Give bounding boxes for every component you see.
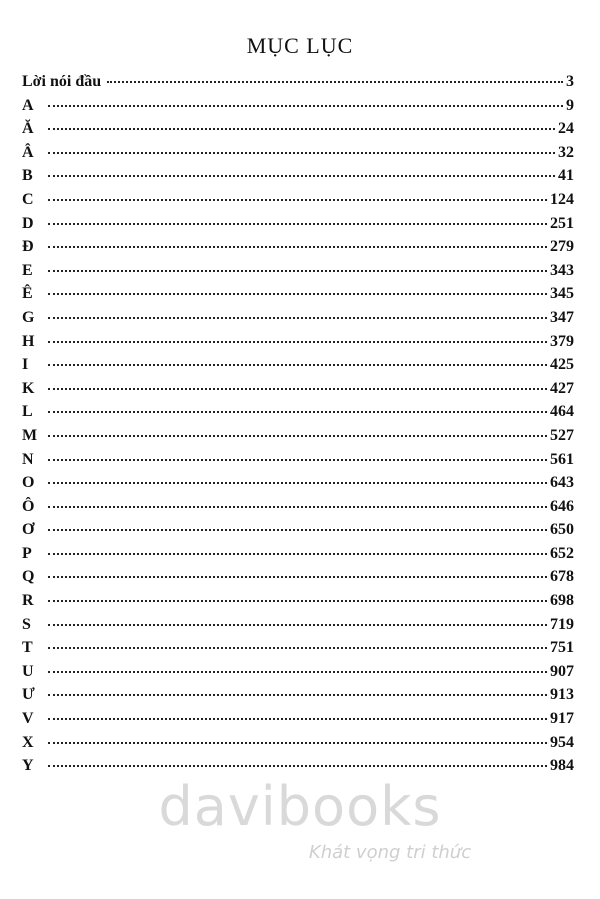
toc-entry-label: Ă [22,120,34,138]
dot-leader [48,600,547,602]
toc-entry-label: N [22,450,34,468]
toc-entry-page-number: 24 [558,120,574,138]
toc-entry-page-number: 751 [550,639,574,657]
dot-leader [48,459,547,461]
dot-leader [48,317,547,319]
toc-entry[interactable] [22,757,574,781]
toc-entry-page-number: 917 [550,710,574,728]
dot-leader [48,647,547,649]
toc-entry-label: Đ [22,238,34,256]
toc-entry[interactable] [22,521,574,545]
toc-entry-page-number: 343 [550,261,574,279]
toc-entry-label: G [22,308,35,326]
dot-leader [48,341,547,343]
toc-entry-label: K [22,379,35,397]
toc-entry-label: V [22,710,34,728]
toc-entry-page-number: 464 [550,403,574,421]
watermark-slogan: Khát vọng tri thức [308,842,472,863]
dot-leader [48,246,547,248]
toc-entry[interactable] [22,309,574,333]
toc-entry-page-number: 9 [566,96,574,114]
toc-entry-label: H [22,332,35,350]
dot-leader [48,435,547,437]
toc-entry[interactable] [22,97,574,121]
dot-leader [48,128,555,130]
toc-entry[interactable] [22,144,574,168]
dot-leader [48,223,547,225]
toc-entry[interactable] [22,568,574,592]
dot-leader [48,694,547,696]
toc-entry[interactable] [22,686,574,710]
toc-entry-label: O [22,474,35,492]
toc-entry-label: Â [22,143,34,161]
toc-entry-label: R [22,592,34,610]
toc-entry-label: U [22,662,34,680]
toc-entry-label: S [22,615,31,633]
dot-leader [48,293,547,295]
toc-entry-page-number: 643 [550,474,574,492]
toc-entry-label: L [22,403,33,421]
toc-entry[interactable] [22,710,574,734]
dot-leader [48,671,547,673]
toc-entry-page-number: 652 [550,544,574,562]
dot-leader [48,411,547,413]
toc-entry[interactable] [22,734,574,758]
toc-entry[interactable] [22,403,574,427]
table-of-contents [22,73,574,781]
toc-entry-page-number: 650 [550,521,574,539]
toc-entry[interactable] [22,427,574,451]
toc-entry-page-number: 32 [558,143,574,161]
dot-leader [48,482,547,484]
dot-leader [48,270,547,272]
dot-leader [107,81,563,83]
toc-entry[interactable] [22,238,574,262]
toc-entry[interactable] [22,333,574,357]
toc-entry-label: T [22,639,33,657]
toc-entry-label: X [22,733,34,751]
toc-entry-page-number: 345 [550,285,574,303]
toc-entry-label: B [22,167,33,185]
dot-leader [48,506,547,508]
toc-entry-page-number: 347 [550,308,574,326]
toc-entry-label: I [22,356,29,374]
dot-leader [48,152,555,154]
toc-entry-label: Ô [22,497,35,515]
toc-entry[interactable] [22,167,574,191]
toc-entry-page-number: 907 [550,662,574,680]
toc-entry-label: Lời nói đầu [22,73,102,90]
toc-entry[interactable] [22,191,574,215]
toc-entry-label: Y [22,757,34,775]
toc-entry-page-number: 719 [550,615,574,633]
dot-leader [48,199,547,201]
toc-entry-label: Ơ [22,521,35,539]
page-title: MỤC LỤC [246,32,354,58]
dot-leader [48,576,547,578]
toc-entry-page-number: 913 [550,686,574,704]
dot-leader [48,553,547,555]
toc-entry-page-number: 678 [550,568,574,586]
toc-entry[interactable] [22,545,574,569]
toc-entry-page-number: 379 [550,332,574,350]
toc-entry-page-number: 646 [550,497,574,515]
toc-entry-page-number: 41 [558,167,574,185]
toc-entry-page-number: 425 [550,356,574,374]
toc-entry-label: M [22,426,38,444]
toc-entry[interactable] [22,356,574,380]
dot-leader [48,364,547,366]
toc-entry-label: C [22,190,34,208]
dot-leader [48,765,547,767]
dot-leader [48,624,547,626]
toc-entry[interactable] [22,592,574,616]
toc-entry-page-number: 251 [550,214,574,232]
toc-entry[interactable] [22,639,574,663]
toc-entry[interactable] [22,262,574,286]
toc-entry-page-number: 698 [550,592,574,610]
toc-entry-page-number: 279 [550,238,574,256]
dot-leader [48,718,547,720]
toc-entry-label: Ê [22,285,33,303]
toc-entry-page-number: 984 [550,757,574,775]
toc-entry[interactable] [22,215,574,239]
toc-entry-label: E [22,261,33,279]
toc-entry-label: A [22,96,34,114]
dot-leader [48,529,547,531]
dot-leader [48,175,555,177]
dot-leader [48,105,563,107]
toc-entry-page-number: 527 [550,426,574,444]
toc-entry[interactable] [22,474,574,498]
toc-entry[interactable] [22,451,574,475]
toc-entry-page-number: 427 [550,379,574,397]
toc-entry[interactable] [22,663,574,687]
toc-entry[interactable] [22,380,574,404]
toc-entry[interactable] [22,120,574,144]
toc-entry-label: Ư [22,686,35,704]
toc-entry-page-number: 954 [550,733,574,751]
watermark-brand: davibooks [158,775,442,838]
toc-entry[interactable] [22,73,574,97]
toc-entry-label: Q [22,568,35,586]
toc-entry-page-number: 561 [550,450,574,468]
toc-entry-label: D [22,214,34,232]
toc-entry[interactable] [22,498,574,522]
dot-leader [48,388,547,390]
toc-entry[interactable] [22,285,574,309]
dot-leader [48,742,547,744]
toc-entry-page-number: 124 [550,190,574,208]
toc-entry-page-number: 3 [566,73,574,90]
toc-entry-label: P [22,544,32,562]
toc-entry[interactable] [22,616,574,640]
